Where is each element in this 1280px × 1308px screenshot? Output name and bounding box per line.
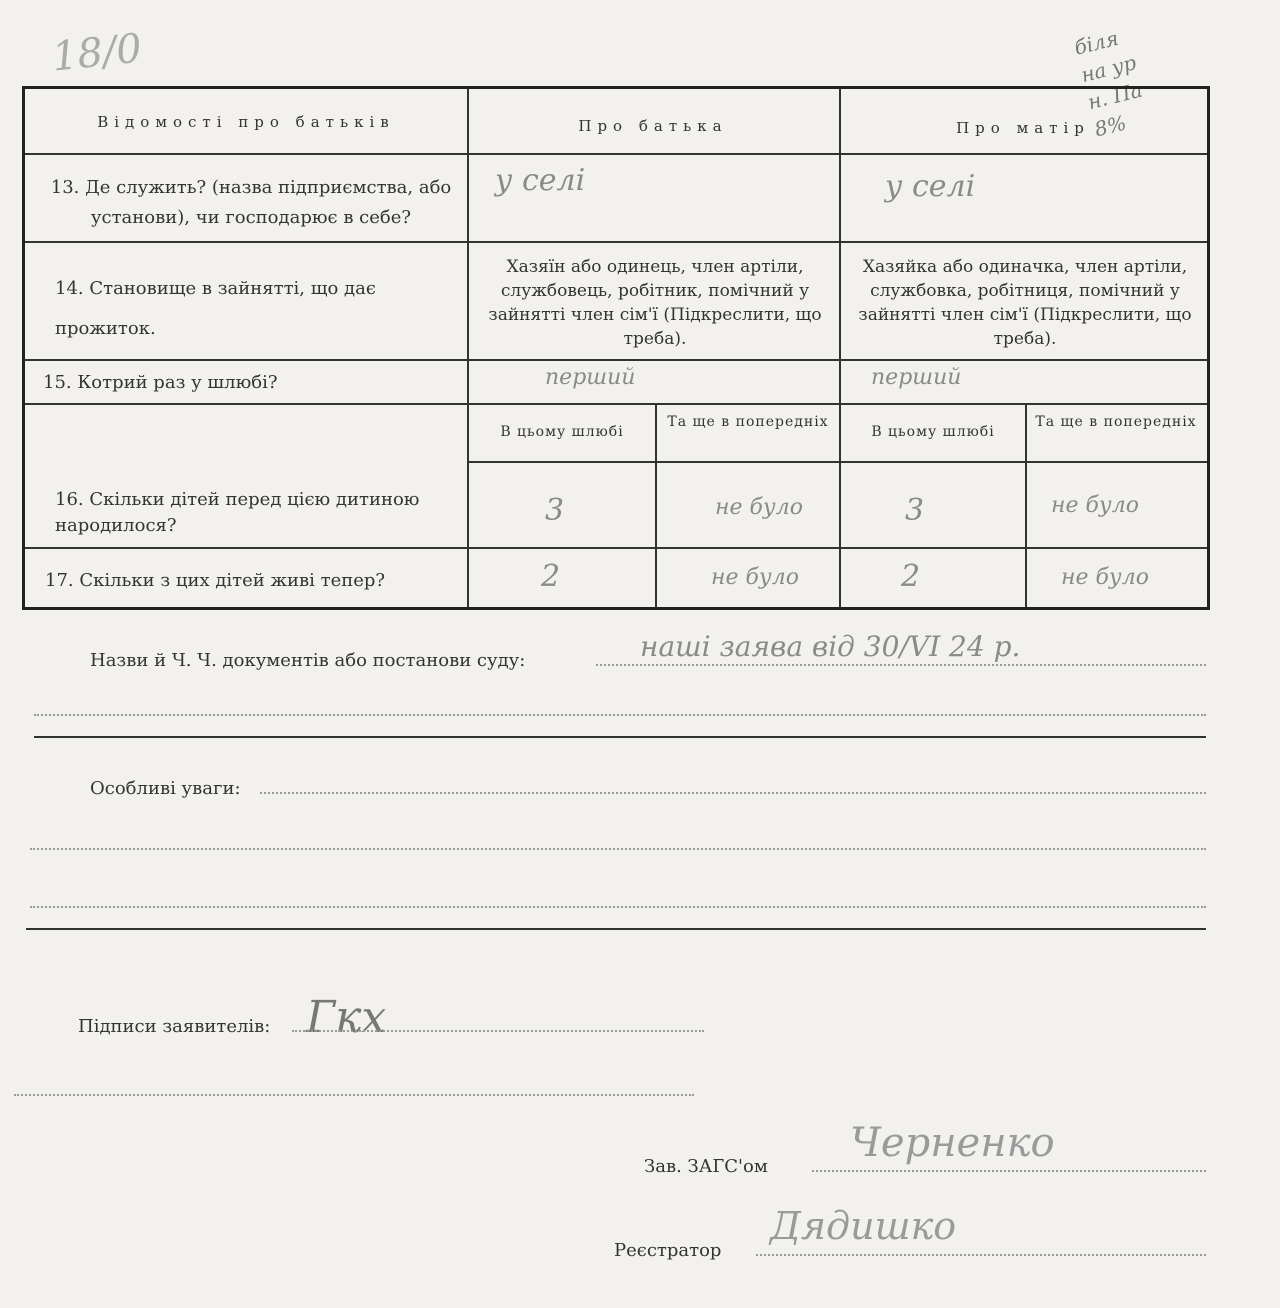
question-16: 16. Скільки дітей перед цією дитиною народилося? [55, 489, 420, 536]
answer-17-mother-prev: не було [1061, 565, 1149, 590]
zags-line [812, 1170, 1206, 1172]
divider [25, 403, 1207, 405]
answer-17-father-this: 2 [541, 559, 561, 594]
answer-14-father: Хазяїн або одинець, член артіли, службовець, робітник, помічний у зайнятті член сім'ї (Підкреслити, що треба). [488, 257, 822, 349]
question-13: 13. Де служить? (назва підприємства, або установи), чи господарює в себе? [50, 177, 452, 228]
documents-value: наші заява від 30/VI 24 р. [640, 630, 1021, 663]
remarks-line [260, 792, 1206, 794]
divider [655, 403, 657, 607]
divider [467, 461, 1207, 463]
section-divider [34, 736, 1206, 738]
divider [25, 547, 1207, 549]
answer-15-father: перший [545, 365, 636, 390]
header-father: Про батька [578, 117, 728, 135]
registrar-label: Реєстратор [614, 1240, 722, 1261]
header-parents-info: Відомості про батьків [97, 113, 395, 131]
remarks-line-3 [30, 906, 1206, 908]
divider [25, 359, 1207, 361]
answer-16-mother-prev: не було [1051, 493, 1139, 518]
registrar-line [756, 1254, 1206, 1256]
corner-note-line: біля [1071, 25, 1121, 60]
documents-line [596, 664, 1206, 666]
zags-head-label: Зав. ЗАГС'ом [644, 1156, 768, 1177]
question-14: 14. Становище в зайнятті, що дає прожиток. [55, 278, 376, 339]
zags-head-signature: Черненко [850, 1120, 1055, 1166]
corner-note-line: н. Па [1085, 77, 1145, 115]
divider [839, 89, 841, 607]
corner-note-line: на ур [1078, 50, 1139, 88]
corner-note-line: 8% [1092, 110, 1129, 142]
answer-17-mother-this: 2 [901, 559, 921, 594]
question-17: 17. Скільки з цих дітей живі тепер? [45, 570, 386, 591]
answer-13-father: у селі [495, 163, 586, 198]
divider [1025, 403, 1027, 607]
answer-15-mother: перший [871, 365, 962, 390]
applicants-line [292, 1030, 704, 1032]
documents-line-2 [34, 714, 1206, 716]
answer-17-father-prev: не було [711, 565, 799, 590]
subheader-father-prev: Та ще в попередніх [667, 414, 829, 430]
subheader-father-this: В цьому шлюбі [500, 424, 624, 440]
remarks-label: Особливі уваги: [90, 778, 241, 799]
parents-info-table [22, 86, 1210, 610]
subheader-mother-prev: Та ще в попередніх [1035, 414, 1197, 430]
answer-14-mother: Хазяйка або одиначка, член артіли, службовка, робітниця, помічний у зайнятті член сім'ї (Підкреслити, що треба). [858, 257, 1192, 349]
page-number: 18/0 [49, 25, 144, 81]
documents-label: Назви й Ч. Ч. документів або постанови суду: [90, 650, 526, 671]
divider [25, 153, 1207, 155]
answer-16-father-this: 3 [545, 493, 565, 528]
answer-16-mother-this: 3 [905, 493, 925, 528]
remarks-line-2 [30, 848, 1206, 850]
answer-16-father-prev: не було [715, 495, 803, 520]
applicants-signature: Гкх [306, 992, 387, 1043]
registrar-signature: Дядишко [770, 1204, 957, 1248]
subheader-mother-this: В цьому шлюбі [871, 424, 995, 440]
section-divider [26, 928, 1206, 930]
answer-13-mother: у селі [885, 169, 976, 204]
applicants-signature-label: Підписи заявителів: [78, 1016, 271, 1037]
divider [25, 241, 1207, 243]
header-mother: Про матір [956, 119, 1090, 137]
question-15: 15. Котрий раз у шлюбі? [43, 372, 278, 393]
divider [467, 89, 469, 607]
applicants-line-2 [14, 1094, 694, 1096]
